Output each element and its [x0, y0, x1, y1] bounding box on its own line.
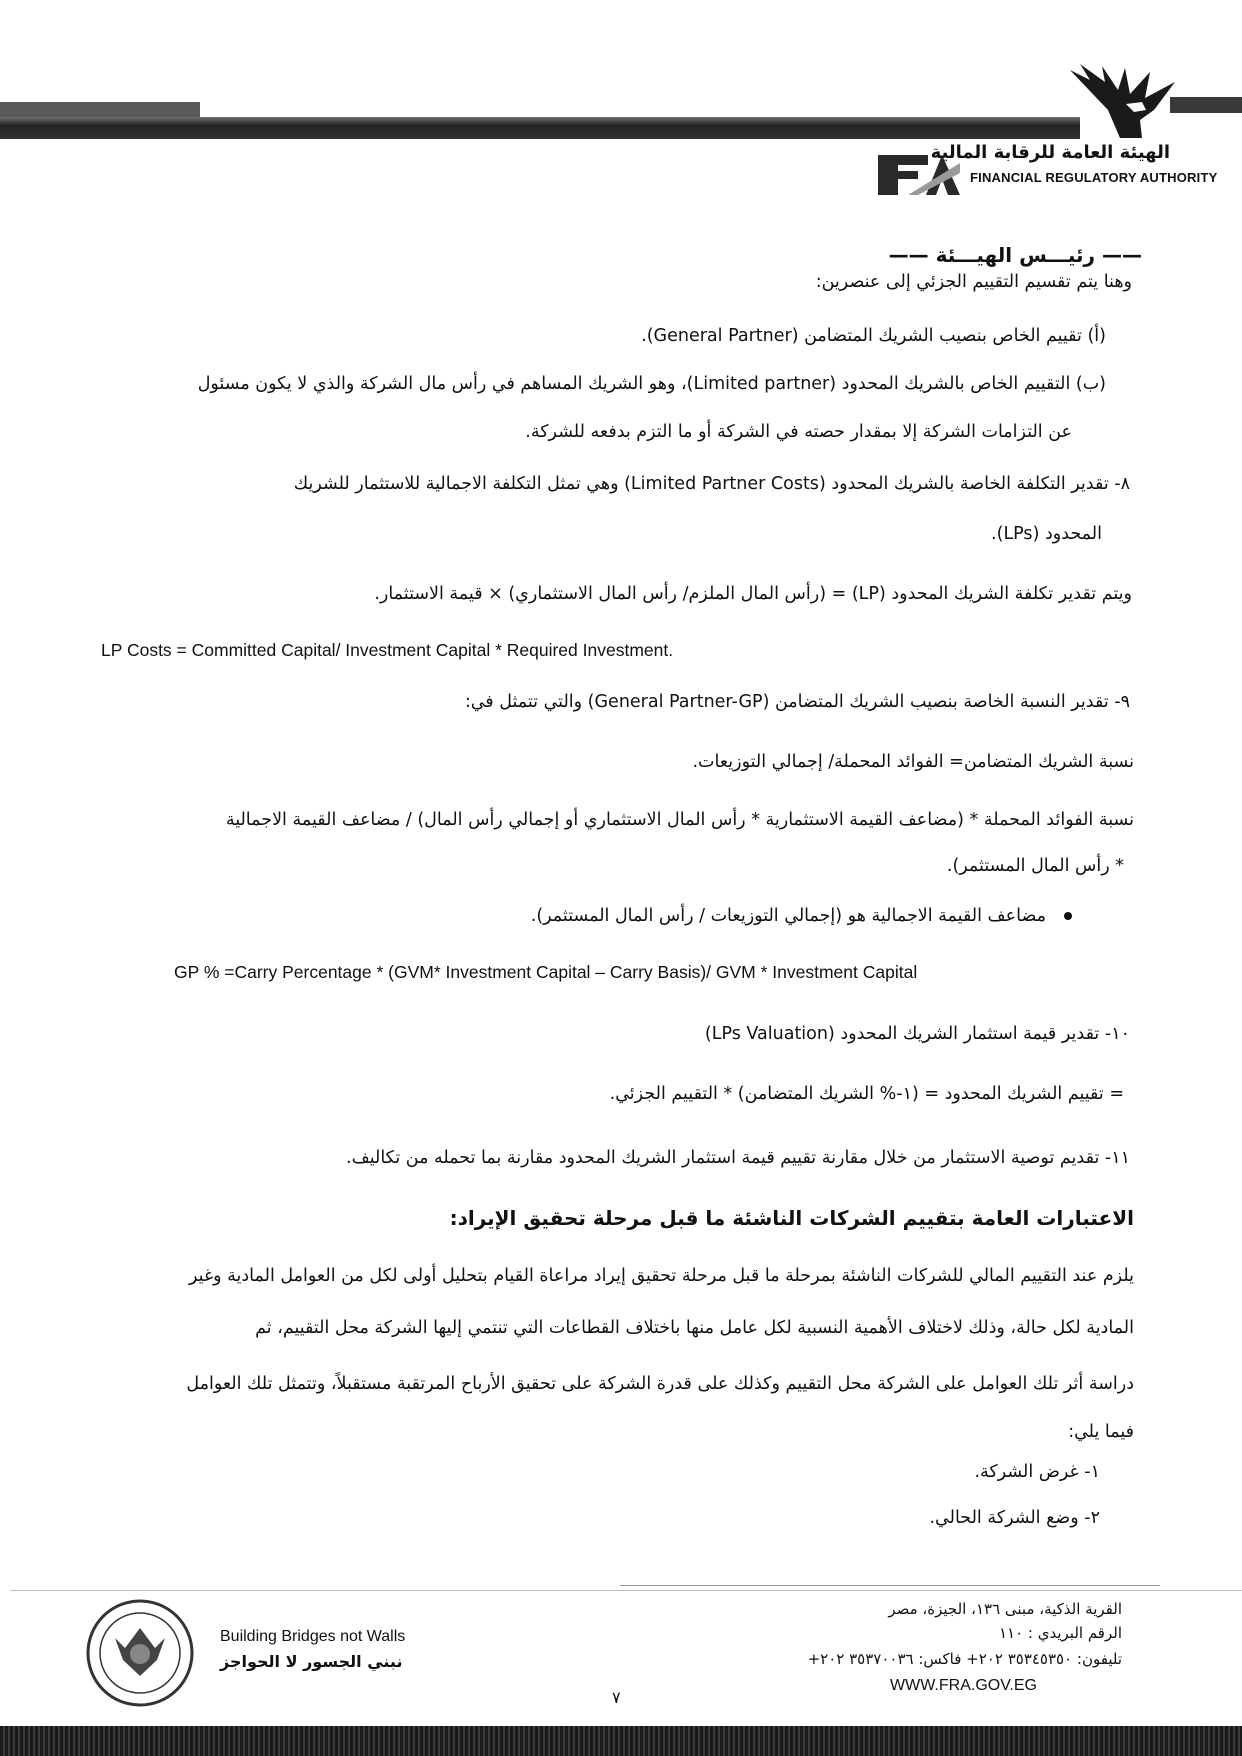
gp-formula-english: GP % =Carry Percentage * (GVM* Investment Capital – Carry Basis)/ GVM * Investment Capital — [174, 962, 918, 982]
paragraph-line-4: فيما يلي: — [1068, 1422, 1134, 1442]
carry-line-2: * رأس المال المستثمر). — [946, 856, 1124, 876]
egypt-seal-icon — [85, 1598, 195, 1708]
footer-phones: تليفون: ٣٥٣٤٥٣٥٠ ٢٠٢+ فاكس: ٣٥٣٧٠٠٣٦ ٢٠٢+ — [807, 1650, 1122, 1668]
header-bar — [0, 117, 1080, 139]
carry-line-1: نسبة الفوائد المحملة * (مضاعف القيمة الاستثمارية * رأس المال الاستثماري أو إجمالي رأس المال) / مضاعف القيمة الاجمالية — [225, 810, 1134, 830]
bullet-gvm-text: مضاعف القيمة الاجمالية هو (إجمالي التوزيعات / رأس المال المستثمر). — [530, 906, 1046, 926]
footer-divider — [10, 1590, 1242, 1591]
paragraph-line-2: المادية لكل حالة، وذلك لاختلاف الأهمية النسبية لكل عامل منها باختلاف القطاعات التي تنتمي إليها الشركة محل التقييم، ثم — [255, 1318, 1134, 1338]
item-10: ١٠- تقدير قيمة استثمار الشريك المحدود (LPs Valuation) — [704, 1024, 1130, 1044]
item-8-line-2: المحدود (LPs). — [991, 524, 1102, 544]
footer-website-link[interactable]: WWW.FRA.GOV.EG — [890, 1677, 1037, 1694]
footer-bar — [0, 1726, 1242, 1756]
office-title: —— رئيـــس الهيـــئة —— — [888, 243, 1142, 267]
item-8-line-1: ٨- تقدير التكلفة الخاصة بالشريك المحدود (Limited Partner Costs) وهي تمثل التكلفة الاجمالية للاستثمار للشريك — [293, 474, 1130, 494]
slogan-english: Building Bridges not Walls — [220, 1628, 406, 1645]
org-name-arabic: الهيئة العامة للرقابة المالية — [930, 142, 1170, 163]
intro-line: وهنا يتم تقسيم التقييم الجزئي إلى عنصرين: — [815, 272, 1132, 292]
org-name-english: FINANCIAL REGULATORY AUTHORITY — [970, 170, 1218, 185]
bullet-gvm — [531, 906, 1072, 926]
footer-po-box: الرقم البريدي : ١١٠ — [998, 1624, 1122, 1642]
item-b-line-1: (ب) التقييم الخاص بالشريك المحدود (Limited partner)، وهو الشريك المساهم في رأس مال الشركة والذي لا يكون مسئول — [197, 374, 1106, 394]
factor-2: ٢- وضع الشركة الحالي. — [929, 1508, 1100, 1528]
header-bar-cap — [0, 102, 200, 118]
gp-ratio-line: نسبة الشريك المتضامن= الفوائد المحملة/ إجمالي التوزيعات. — [692, 752, 1134, 772]
lp-formula-english: LP Costs = Committed Capital/ Investment Capital * Required Investment. — [101, 640, 674, 660]
section-heading: الاعتبارات العامة بتقييم الشركات الناشئة ما قبل مرحلة تحقيق الإيراد: — [449, 1206, 1134, 1230]
slogan-arabic: نبني الجسور لا الحواجز — [220, 1652, 403, 1671]
page-number: ٧ — [612, 1688, 621, 1707]
eagle-logo-icon — [1050, 60, 1190, 146]
footer-address: القرية الذكية، مبنى ١٣٦، الجيزة، مصر — [888, 1600, 1122, 1618]
lp-rule-arabic: ويتم تقدير تكلفة الشريك المحدود (LP) = (رأس المال الملزم/ رأس المال الاستثماري) × قيمة الاستثمار. — [374, 584, 1132, 604]
lp-valuation-line: = تقييم الشريك المحدود = (١-% الشريك المتضامن) * التقييم الجزئي. — [609, 1084, 1124, 1104]
paragraph-line-3: دراسة أثر تلك العوامل على الشركة محل التقييم وكذلك على قدرة الشركة على تحقيق الأرباح المرتقبة مستقبلاً، وتتمثل تلك العوامل — [186, 1374, 1134, 1394]
footer-divider-short — [620, 1585, 1160, 1586]
item-11: ١١- تقديم توصية الاستثمار من خلال مقارنة تقييم قيمة استثمار الشريك المحدود مقارنة بما تحمله من تكاليف. — [346, 1148, 1130, 1168]
item-9: ٩- تقدير النسبة الخاصة بنصيب الشريك المتضامن (General Partner-GP) والتي تتمثل في: — [464, 692, 1130, 712]
bullet-dot-icon — [1064, 912, 1072, 920]
factor-1: ١- غرض الشركة. — [974, 1462, 1100, 1482]
item-b-line-2: عن التزامات الشركة إلا بمقدار حصته في الشركة أو ما التزم بدفعه للشركة. — [525, 422, 1072, 442]
item-a: (أ) تقييم الخاص بنصيب الشريك المتضامن (General Partner). — [641, 326, 1106, 346]
paragraph-line-1: يلزم عند التقييم المالي للشركات الناشئة بمرحلة ما قبل مرحلة تحقيق إيراد مراعاة القيام بتحليل أولى لكل من العوامل المادية وغير — [189, 1266, 1134, 1286]
